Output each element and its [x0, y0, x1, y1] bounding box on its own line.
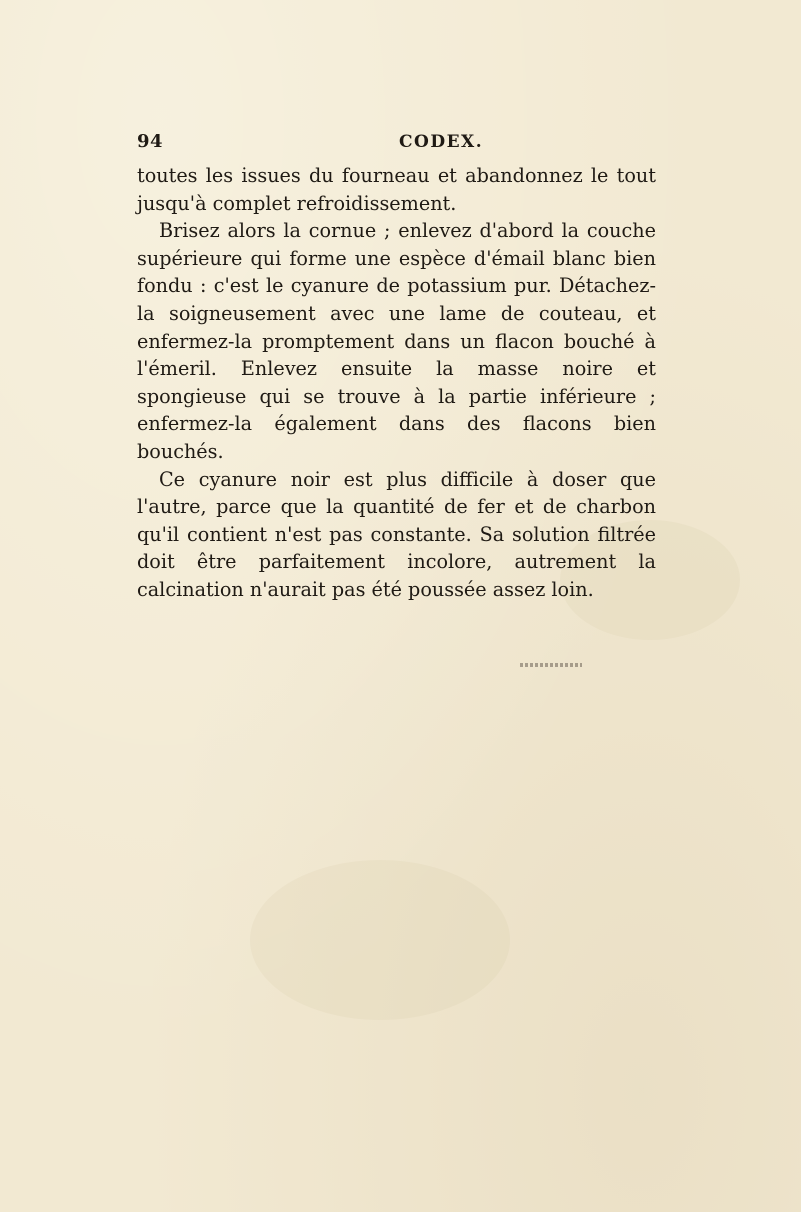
ink-mark	[520, 663, 582, 667]
running-head: CODEX.	[399, 132, 484, 152]
body-text	[137, 162, 656, 604]
page-number: 94	[137, 131, 164, 152]
page-header	[137, 130, 657, 154]
paragraph: Brisez alors la cornue ; enlevez d'abord la couche supérieure qui forme une espèce d'émail blanc bien fondu : c'est le cyanure de potassium pur. Détachez-la soigneusement avec une lame de couteau, et enfermez-la promptement dans un flacon bouché à l'émeril. Enlevez ensuite la masse noire et spongieuse qui se trouve à la partie inférieure ; enfermez-la également dans des flacons bien bouchés.	[137, 219, 656, 463]
paper-stain	[250, 860, 510, 1020]
paragraph: Ce cyanure noir est plus difficile à doser que l'autre, parce que la quantité de fer et de charbon qu'il contient n'est pas constante. Sa solution filtrée doit être parfaitement incolore, autrement la calcination n'aurait pas été poussée assez loin.	[137, 467, 656, 601]
paragraph: toutes les issues du fourneau et abandonnez le tout jusqu'à complet refroidissement.	[137, 164, 656, 215]
